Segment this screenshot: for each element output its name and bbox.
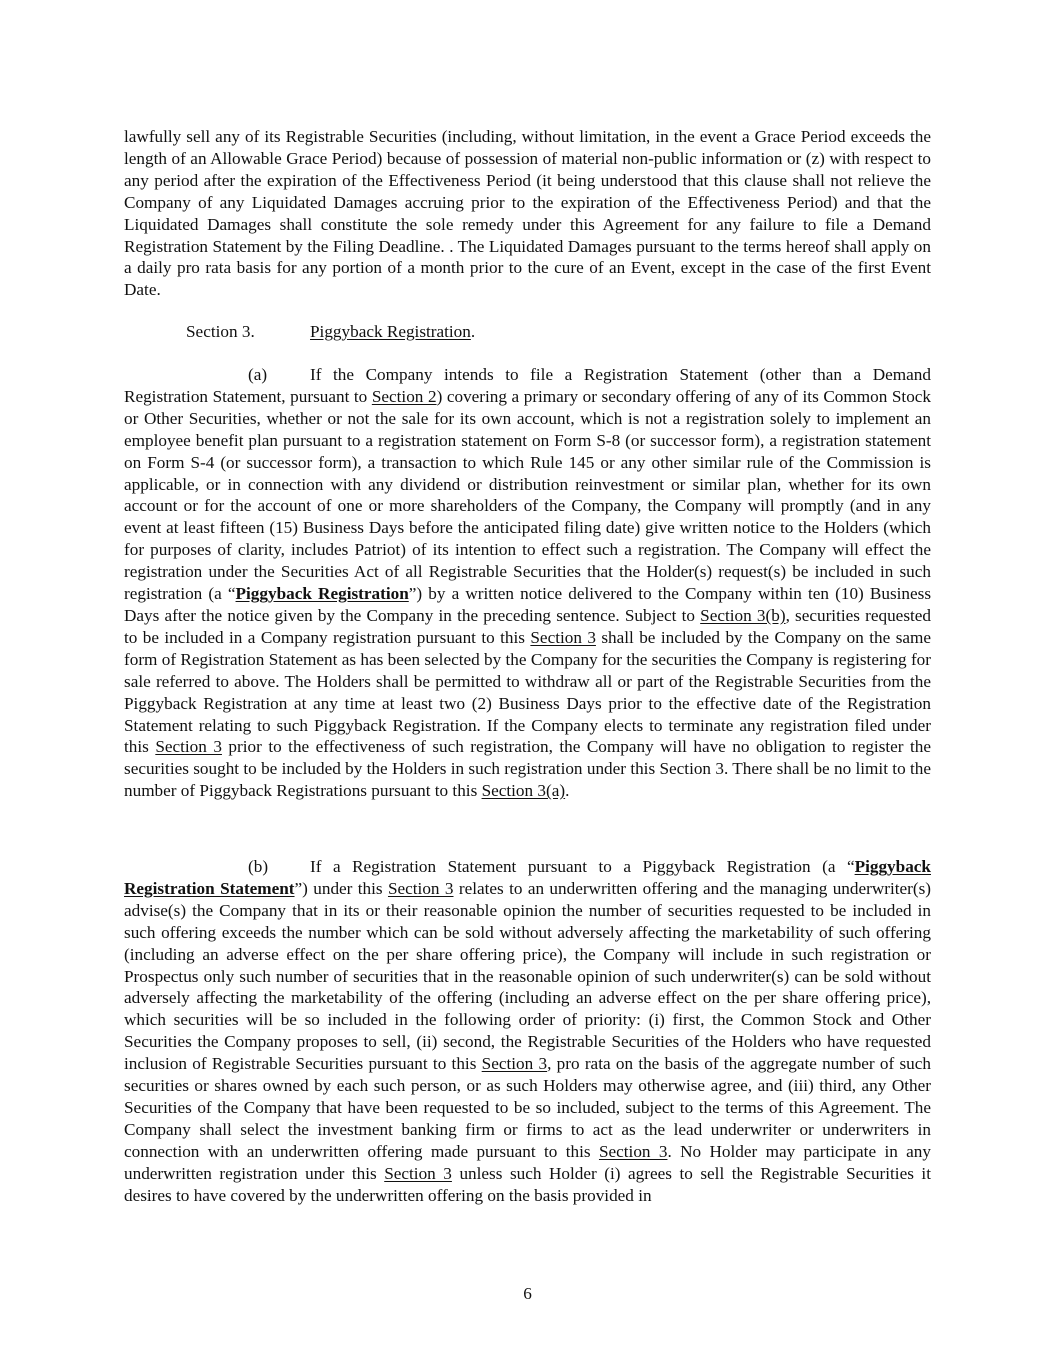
section-3a-reference: Section 3(a) — [481, 781, 566, 801]
defined-term-piggyback-registration: Piggyback Registration — [235, 584, 409, 604]
paragraph-b — [124, 856, 931, 1207]
paragraph-a-label: (a) — [248, 365, 268, 384]
page-number: 6 — [523, 1284, 532, 1303]
section-title-period: . — [470, 322, 476, 341]
paragraph-b-text: ”) under this — [294, 878, 388, 898]
section-2-reference: Section 2 — [371, 386, 437, 406]
section-heading — [186, 321, 475, 343]
paragraph-a-text: . — [565, 781, 570, 801]
section-number: Section 3. — [186, 322, 255, 341]
paragraph-a-text: prior to the effectiveness of such registration, the Company will have no obligation to register the securities sought to be included by the Holders in such registration under this Section 3. There shall be no limit to the number of Piggyback Registrations pursuant to this — [124, 737, 931, 801]
paragraph-b-text: , pro rata on the basis of the aggregate number of such securities or shares owned by each such person, or as such Holders may otherwise agree, and (iii) third, any Other Securities of the Company that have been requested to be so included, subject to the terms of this Agreement. The Company shall select the investment banking firm or firms to act as the lead underwriter or underwriters in connection with an underwritten offering made pursuant to this — [124, 1054, 932, 1161]
paragraph-a-text: ) covering a primary or secondary offering of any of its Common Stock or Other Securities, whether or not the sale for its own account, which is not a registration solely to implement an employee benefit plan pursuant to a registration statement on Form S-8 (or successor form), a registration statement on Form S-4 (or successor form), a transaction to which Rule 145 or any other similar rule of the Commission is applicable, or in connection with any dividend or distribution reinvestment or similar plan, whether for its own account or for the account of one or more shareholders of the Company, the Company will promptly (and in any event at least fifteen (15) Business Days before the anticipated filing date) give written notice to the Holders (which for purposes of clarity, includes Patriot) of its intention to effect such a registration. The Company will effect the registration under the Securities Act of all Registrable Securities that the Holder(s) request(s) be included in such registration (a “ — [124, 386, 932, 604]
paragraph-b-text: If a Registration Statement pursuant to a Piggyback Registration (a “ — [310, 857, 855, 876]
paragraph-a-text: If the Company intends to file a Registration Statement (other than a Demand Registration Statement, pursuant to — [124, 365, 931, 406]
paragraph-a — [124, 364, 931, 802]
section-3-reference: Section 3 — [384, 1163, 452, 1183]
paragraph-b-label: (b) — [248, 857, 269, 876]
paragraph-b-text: unless such Holder (i) agrees to sell the Registrable Securities it desires to have covered by the underwritten offering on the basis provided in — [124, 1163, 931, 1205]
section-3-reference: Section 3 — [155, 737, 222, 757]
paragraph-continuation: lawfully sell any of its Registrable Securities (including, without limitation, in the event a Grace Period exceeds the length of an Allowable Grace Period) because of possession of material non-public information or (z) with respect to any period after the expiration of the Effectiveness Period (it being understood that this clause shall not relieve the Company of any Liquidated Damages accruing prior to the expiration of the Effectiveness Period) and that the Liquidated Damages shall constitute the sole remedy under this Agreement for any failure to file a Demand Registration Statement by the Filing Deadline. . The Liquidated Damages pursuant to the terms hereof shall apply on a daily pro rata basis for any portion of a month prior to the cure of an Event, except in the case of the first Event Date. — [124, 127, 931, 300]
paragraph-a-text: shall be included by the Company on the same form of Registration Statement as has been selected by the Company for the securities the Company is registering for sale referred to above. The Holders shall be permitted to withdraw all or part of the Registrable Securities from the Piggyback Registration at any time at least two (2) Business Days prior to the effective date of the Registration Statement relating to such Piggyback Registration. If the Company elects to terminate any registration filed under this — [124, 627, 932, 757]
defined-term-piggyback-registration-statement: Piggyback Registration Statement — [124, 857, 931, 898]
paragraph-a-text: ”) by a written notice delivered to the Company within ten (10) Business Days after the notice given by the Company in the preceding sentence. Subject to — [124, 584, 932, 625]
section-3b-reference: Section 3(b) — [700, 605, 786, 625]
section-3-reference: Section 3 — [598, 1141, 668, 1161]
section-title: Piggyback Registration — [310, 322, 471, 341]
paragraph-b-text: . No Holder may participate in any underwritten registration under this — [124, 1141, 931, 1183]
section-3-reference: Section 3 — [530, 627, 596, 647]
paragraph-b-text: relates to an underwritten offering and the managing underwriter(s) advise(s) the Company that in its or their reasonable opinion the number of securities requested to be included in such offering exceeds the number which can be sold without adversely affecting the marketability of such offering (including an adverse effect on the per share offering price), the Company will include in such registration or Prospectus only such number of securities that in the reasonable opinion of such underwriter(s) can be sold without adversely affecting the marketability of the offering (including an adverse effect on the per share offering price), which securities will be so included in the following order of priority: (i) first, the Common Stock and Other Securities the Company proposes to sell, (ii) second, the Registrable Securities of the Holders who have requested inclusion of Registrable Securities pursuant to this — [124, 878, 932, 1074]
paragraph-a-text: , securities requested to be included in a Company registration pursuant to this — [124, 605, 931, 647]
section-3-reference: Section 3 — [481, 1054, 548, 1074]
section-3-reference: Section 3 — [387, 878, 454, 898]
